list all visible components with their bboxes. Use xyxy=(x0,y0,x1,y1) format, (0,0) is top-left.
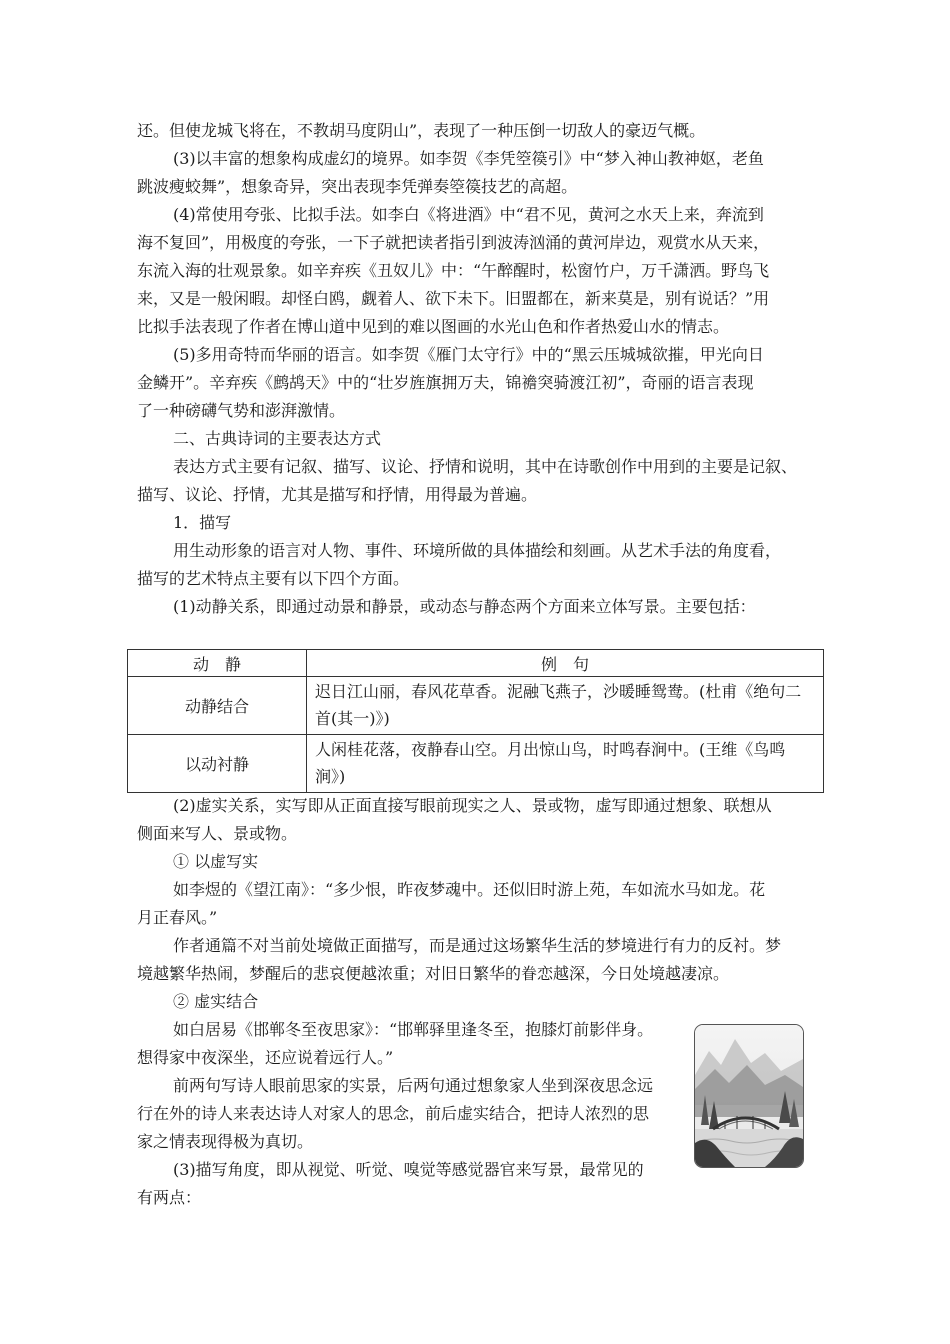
paragraph-line: 东流入海的壮观景象。如辛弃疾《丑奴儿》中：“午醉醒时，松窗竹户，万千潇洒。野鸟飞 xyxy=(137,261,770,280)
table-row xyxy=(128,735,824,793)
paragraph-line: 侧面来写人、景或物。 xyxy=(137,824,298,843)
paragraph-line: 金鳞开”。辛弃疾《鹧鸪天》中的“壮岁旌旗拥万夫，锦襜突骑渡江初”，奇丽的语言表现 xyxy=(137,373,754,392)
paragraph-line: 还。但使龙城飞将在，不教胡马度阴山”，表现了一种压倒一切敌人的豪迈气概。 xyxy=(137,121,706,140)
table-header-row xyxy=(128,650,824,677)
paragraph-line: 家之情表现得极为真切。 xyxy=(137,1132,314,1151)
paragraph-line: 作者通篇不对当前处境做正面描写，而是通过这场繁华生活的梦境进行有力的反衬。梦 xyxy=(173,936,782,955)
paragraph-line: 行在外的诗人来表达诗人对家人的思念，前后虚实结合，把诗人浓烈的思 xyxy=(137,1104,650,1123)
table-header-cell: 动 静 xyxy=(128,650,307,677)
paragraph-line: 跳波瘦蛟舞”，想象奇异，突出表现李凭弹奏箜篌技艺的高超。 xyxy=(137,177,578,196)
paragraph-line: 表达方式主要有记叙、描写、议论、抒情和说明，其中在诗歌创作中用到的主要是记叙、 xyxy=(173,457,798,476)
paragraph-line: (3)以丰富的想象构成虚幻的境界。如李贺《李凭箜篌引》中“梦入神山教神妪，老鱼 xyxy=(173,149,764,168)
table-cell-type: 动静结合 xyxy=(128,677,307,735)
paragraph-line: (5)多用奇特而华丽的语言。如李贺《雁门太守行》中的“黑云压城城欲摧，甲光向日 xyxy=(173,345,764,364)
section-heading: 二、古典诗词的主要表达方式 xyxy=(173,429,382,448)
paragraph-line: (2)虚实关系，实写即从正面直接写眼前现实之人、景或物，虚写即通过想象、联想从 xyxy=(173,796,772,815)
paragraph-line: 如白居易《邯郸冬至夜思家》：“邯郸驿里逢冬至，抱膝灯前影伴身。 xyxy=(173,1020,654,1039)
paragraph-line: 有两点： xyxy=(137,1188,202,1207)
paragraph-line: 想得家中夜深坐，还应说着远行人。” xyxy=(137,1048,394,1067)
table-cell-type: 以动衬静 xyxy=(128,735,307,793)
paragraph-line: 月正春风。” xyxy=(137,908,218,927)
landscape-illustration xyxy=(695,1025,803,1167)
subsection-heading: 1．描写 xyxy=(173,513,232,532)
paragraph-line: 海不复回”，用极度的夸张，一下子就把读者指引到波涛汹涌的黄河岸边，观赏水从天来， xyxy=(137,233,770,252)
paragraph-line: 描写、议论、抒情，尤其是描写和抒情，用得最为普遍。 xyxy=(137,485,538,504)
table-row xyxy=(128,677,824,735)
paragraph-line: 境越繁华热闹，梦醒后的悲哀便越浓重；对旧日繁华的眷恋越深，今日处境越凄凉。 xyxy=(137,964,730,983)
paragraph-line: 前两句写诗人眼前思家的实景，后两句通过想象家人坐到深夜思念远 xyxy=(173,1076,654,1095)
table-cell-example: 迟日江山丽，春风花草香。泥融飞燕子，沙暖睡鸳鸯。(杜甫《绝句二首(其一)》) xyxy=(307,677,824,735)
subsection-heading: ② 虚实结合 xyxy=(173,992,259,1011)
paragraph-line: (1)动静关系，即通过动景和静景，或动态与静态两个方面来立体写景。主要包括： xyxy=(173,597,756,616)
paragraph-line: (3)描写角度，即从视觉、听觉、嗅觉等感觉器官来写景，最常见的 xyxy=(173,1160,644,1179)
paragraph-line: 了一种磅礴气势和澎湃激情。 xyxy=(137,401,346,420)
landscape-painting-icon xyxy=(694,1024,804,1168)
subsection-heading: ① 以虚写实 xyxy=(173,852,259,871)
paragraph-line: (4)常使用夸张、比拟手法。如李白《将进酒》中“君不见，黄河之水天上来，奔流到 xyxy=(173,205,764,224)
paragraph-line: 描写的艺术特点主要有以下四个方面。 xyxy=(137,569,410,588)
example-table xyxy=(127,649,824,793)
paragraph-line: 来，又是一般闲暇。却怪白鸥，觑着人、欲下未下。旧盟都在，新来莫是，别有说话？”用 xyxy=(137,289,770,308)
table-header-cell: 例 句 xyxy=(307,650,824,677)
paragraph-line: 用生动形象的语言对人物、事件、环境所做的具体描绘和刻画。从艺术手法的角度看， xyxy=(173,541,782,560)
paragraph-line: 如李煜的《望江南》：“多少恨，昨夜梦魂中。还似旧时游上苑，车如流水马如龙。花 xyxy=(173,880,766,899)
paragraph-line: 比拟手法表现了作者在博山道中见到的难以图画的水光山色和作者热爱山水的情志。 xyxy=(137,317,730,336)
table-cell-example: 人闲桂花落，夜静春山空。月出惊山鸟，时鸣春涧中。(王维《鸟鸣涧》) xyxy=(307,735,824,793)
